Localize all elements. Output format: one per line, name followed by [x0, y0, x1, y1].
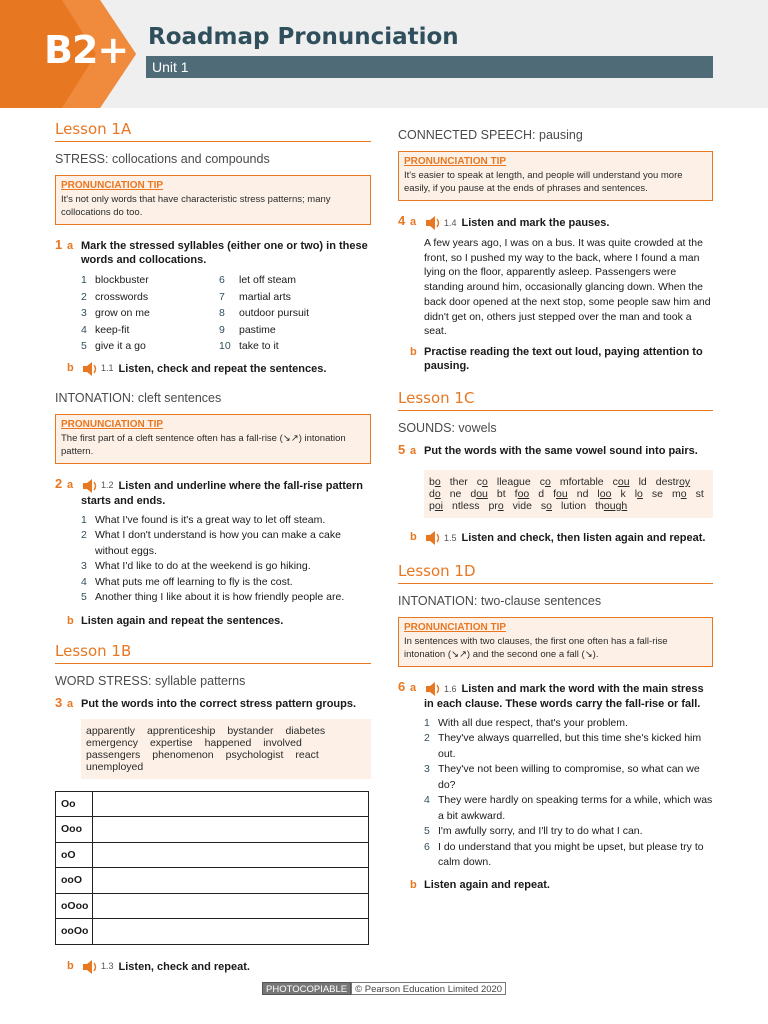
- list-item: 4 keep-fit: [81, 323, 130, 336]
- word-chip: pro vide: [488, 499, 532, 512]
- exercise-instruction: Put the words with the same vowel sound into pairs.: [424, 444, 698, 457]
- exercise-number: 6: [398, 678, 406, 694]
- word-chip: dou bt: [470, 487, 506, 500]
- list-item: 5 I'm awfully sorry, and I'll try to do what I can.: [424, 825, 643, 838]
- lesson-1a-heading: Lesson 1A: [55, 120, 371, 142]
- table-row-label: Oo: [56, 791, 93, 817]
- answer-cell[interactable]: [93, 919, 369, 945]
- tip-body: It's not only words that have characteristic stress patterns; many collocations do too.: [61, 194, 331, 218]
- track-number: 1.4: [444, 217, 457, 228]
- exercise-instruction: Mark the stressed syllables (either one or two) in these words and collocations.: [81, 240, 368, 266]
- track-number: 1.5: [444, 532, 457, 543]
- audio-speaker-icon[interactable]: [81, 478, 99, 494]
- word-chip: phenomenon: [152, 748, 214, 761]
- word-chip: cou ld: [612, 475, 647, 488]
- table-row-label: oO: [56, 842, 93, 868]
- answer-cell[interactable]: [93, 817, 369, 843]
- word-chip: fou nd: [553, 487, 589, 500]
- exercise-letter: a: [67, 478, 74, 491]
- list-item: 8 outdoor pursuit: [219, 307, 310, 319]
- list-item: 5 Another thing I like about it is how friendly people are.: [81, 591, 345, 603]
- word-chip: happened: [204, 736, 252, 749]
- section-heading: INTONATION: cleft sentences: [55, 390, 222, 405]
- list-item: 4 They were hardly on speaking terms for a while, which was a bit awkward.: [424, 794, 713, 822]
- section-heading: SOUNDS: vowels: [398, 420, 497, 435]
- word-chip: poi ntless: [429, 499, 480, 512]
- track-number: 1.1: [101, 363, 114, 374]
- table-row: [56, 817, 369, 843]
- exercise-letter: b: [410, 878, 417, 891]
- word-chip: apprenticeship: [147, 724, 216, 737]
- list-item: 1 With all due respect, that's your problem.: [424, 716, 628, 729]
- exercise-number: 2: [55, 475, 63, 491]
- exercise-letter: b: [410, 345, 417, 358]
- level-logo: [0, 0, 140, 108]
- audio-speaker-icon[interactable]: [424, 215, 442, 231]
- tip-heading: PRONUNCIATION TIP: [404, 156, 507, 167]
- tip-heading: PRONUNCIATION TIP: [404, 621, 507, 633]
- word-box: [81, 719, 371, 779]
- exercise-letter: b: [67, 959, 74, 972]
- tip-heading: PRONUNCIATION TIP: [61, 180, 164, 191]
- word-chip: apparently: [86, 724, 136, 737]
- exercise-letter: b: [410, 530, 417, 543]
- exercise-1b: [55, 361, 371, 377]
- exercise-6a: [398, 678, 713, 711]
- exercise-letter: b: [67, 361, 74, 374]
- track-number: 1.3: [101, 961, 114, 972]
- audio-speaker-icon[interactable]: [81, 361, 99, 377]
- right-column: [398, 120, 713, 897]
- exercise-number: 4: [398, 213, 406, 228]
- pronunciation-tip: [398, 151, 713, 201]
- word-chip: unemployed: [86, 760, 144, 773]
- exercise-number: 3: [55, 694, 63, 710]
- word-chip: emergency: [86, 736, 138, 749]
- lesson-1b-heading: Lesson 1B: [55, 642, 371, 664]
- unit-bar: Unit 1: [146, 56, 713, 78]
- vowel-word-box: [424, 470, 713, 518]
- exercise-instruction: Practise reading the text out loud, paying attention to pausing.: [424, 345, 703, 372]
- exercise-1a: [55, 239, 371, 267]
- word-list-col-right: [219, 272, 357, 355]
- copyright-label: © Pearson Education Limited 2020: [351, 982, 506, 995]
- tip-body: The first part of a cleft sentence often has a fall-rise (↘↗) intonation pattern.: [61, 432, 346, 457]
- stress-pattern-table: [55, 791, 369, 945]
- list-item: 5 give it a go: [81, 340, 146, 352]
- list-item: 1 What I've found is it's a great way to let off steam.: [81, 513, 326, 526]
- track-number: 1.2: [101, 480, 114, 491]
- photocopiable-label: PHOTOCOPIABLE: [262, 982, 351, 995]
- list-item: 6 let off steam: [219, 274, 297, 286]
- exercise-letter: a: [67, 240, 74, 252]
- exercise-2a: [55, 475, 371, 508]
- answer-cell[interactable]: [93, 842, 369, 868]
- answer-cell[interactable]: [93, 893, 369, 919]
- exercise-letter: a: [67, 697, 74, 710]
- word-chip: diabetes: [285, 724, 326, 737]
- exercise-5a: [398, 441, 713, 458]
- reading-passage: A few years ago, I was on a bus. It was quite crowded at the front, so I pushed my way to the back, where I found a man lying on the floor, apparently asleep. Passengers were standing around him, occasionally glancing down. When the back door opened at the next stop, some people saw him and didn't get on, others just stepped over the man and took a seat.: [424, 237, 711, 338]
- sentence-list: [55, 513, 371, 606]
- tip-body: It's easier to speak at length, and people will understand you more easily, if you pause at the ends of phrases and sentences.: [404, 170, 683, 194]
- list-item: 2 What I don't understand is how you can make a cake without eggs.: [81, 529, 341, 557]
- table-row: [56, 791, 369, 817]
- list-item: 3 They've not been willing to compromise, so what can we do?: [424, 763, 700, 791]
- word-chip: involved: [263, 736, 302, 749]
- table-row: [56, 842, 369, 868]
- exercise-3a: [55, 694, 371, 711]
- exercise-instruction: Listen and mark the pauses.: [461, 216, 610, 229]
- exercise-letter: a: [410, 681, 417, 694]
- list-item: 4 What puts me off learning to fly is the cost.: [81, 575, 293, 588]
- sentence-list: [398, 716, 713, 871]
- exercise-letter: a: [410, 444, 417, 457]
- list-item: 3 What I'd like to do at the weekend is go hiking.: [81, 560, 311, 572]
- section-heading: WORD STRESS: syllable patterns: [55, 673, 246, 688]
- answer-cell[interactable]: [93, 791, 369, 817]
- exercise-6b: [398, 878, 713, 892]
- word-chip: though: [595, 499, 628, 512]
- tip-body: In sentences with two clauses, the first one often has a fall-rise intonation (↘↗) and the second one a fall (↘).: [404, 635, 668, 660]
- word-list: [55, 272, 371, 355]
- lesson-1d-heading: Lesson 1D: [398, 562, 713, 584]
- word-chip: bystander: [227, 724, 274, 737]
- list-item: 2 They've always quarrelled, but this time she's kicked him out.: [424, 732, 702, 760]
- list-item: 9 pastime: [219, 323, 276, 336]
- exercise-4a: [398, 215, 713, 231]
- word-chip: lo se: [634, 487, 663, 500]
- word-chip: destroy: [655, 475, 691, 488]
- exercise-5b: [398, 530, 713, 546]
- section-heading: STRESS: collocations and compounds: [55, 152, 270, 166]
- logo-text: B2+: [44, 28, 129, 72]
- word-chip: loo k: [597, 487, 626, 500]
- table-row-label: ooOo: [56, 919, 93, 945]
- list-item: 10 take to it: [219, 340, 279, 352]
- audio-speaker-icon[interactable]: [81, 959, 99, 975]
- word-chip: passengers: [86, 748, 141, 761]
- pronunciation-tip: [55, 414, 371, 464]
- exercise-letter: b: [67, 614, 74, 627]
- exercise-instruction: Listen, check and repeat.: [118, 960, 250, 973]
- section-heading: CONNECTED SPEECH: pausing: [398, 128, 583, 142]
- lesson-1c-heading: Lesson 1C: [398, 389, 713, 411]
- exercise-instruction: Listen and check, then listen again and repeat.: [461, 531, 706, 544]
- pronunciation-tip: [398, 617, 713, 667]
- list-item: 3 grow on me: [81, 307, 150, 319]
- exercise-2b: [55, 614, 371, 628]
- exercise-number: 5: [398, 441, 406, 457]
- exercise-letter: a: [410, 216, 417, 228]
- table-row: [56, 868, 369, 894]
- word-list-col-left: [81, 272, 219, 355]
- word-chip: foo d: [514, 487, 545, 500]
- page-title: Roadmap Pronunciation: [148, 24, 459, 50]
- list-item: 6 I do understand that you might be upset, but please try to calm down.: [424, 840, 704, 869]
- list-item: 7 martial arts: [219, 290, 291, 303]
- exercise-number: 1: [55, 237, 63, 252]
- answer-cell[interactable]: [93, 868, 369, 894]
- table-row-label: Ooo: [56, 817, 93, 843]
- audio-speaker-icon[interactable]: [424, 530, 442, 546]
- exercise-instruction: Listen and mark the word with the main stress in each clause. These words carry the fall-rise or fall.: [424, 682, 704, 710]
- track-number: 1.6: [444, 683, 457, 694]
- word-chip: do ne: [429, 487, 462, 500]
- exercise-4b: [398, 345, 713, 373]
- exercise-instruction: Listen and underline where the fall-rise pattern starts and ends.: [81, 479, 364, 507]
- exercise-instruction: Listen, check and repeat the sentences.: [118, 362, 327, 375]
- exercise-instruction: Listen again and repeat the sentences.: [81, 614, 284, 627]
- word-chip: bo ther: [429, 475, 468, 488]
- audio-speaker-icon[interactable]: [424, 681, 442, 697]
- word-chip: so lution: [540, 499, 587, 512]
- table-row: [56, 919, 369, 945]
- tip-heading: PRONUNCIATION TIP: [61, 418, 164, 430]
- table-row-label: ooO: [56, 868, 93, 894]
- section-heading: INTONATION: two-clause sentences: [398, 593, 602, 608]
- word-chip: psychologist: [225, 748, 284, 761]
- table-row-label: oOoo: [56, 893, 93, 919]
- exercise-3b: [55, 959, 371, 975]
- footer: [262, 982, 506, 995]
- table-row: [56, 893, 369, 919]
- pronunciation-tip: [55, 175, 371, 225]
- exercise-instruction: Listen again and repeat.: [424, 878, 550, 891]
- word-chip: co mfortable: [539, 475, 604, 488]
- exercise-instruction: Put the words into the correct stress pattern groups.: [81, 697, 357, 710]
- word-chip: expertise: [149, 736, 193, 749]
- left-column: [55, 120, 371, 980]
- word-chip: react: [295, 748, 319, 761]
- list-item: 1 blockbuster: [81, 274, 149, 286]
- list-item: 2 crosswords: [81, 290, 149, 303]
- word-chip: mo st: [671, 487, 704, 500]
- word-chip: co lleague: [476, 475, 531, 488]
